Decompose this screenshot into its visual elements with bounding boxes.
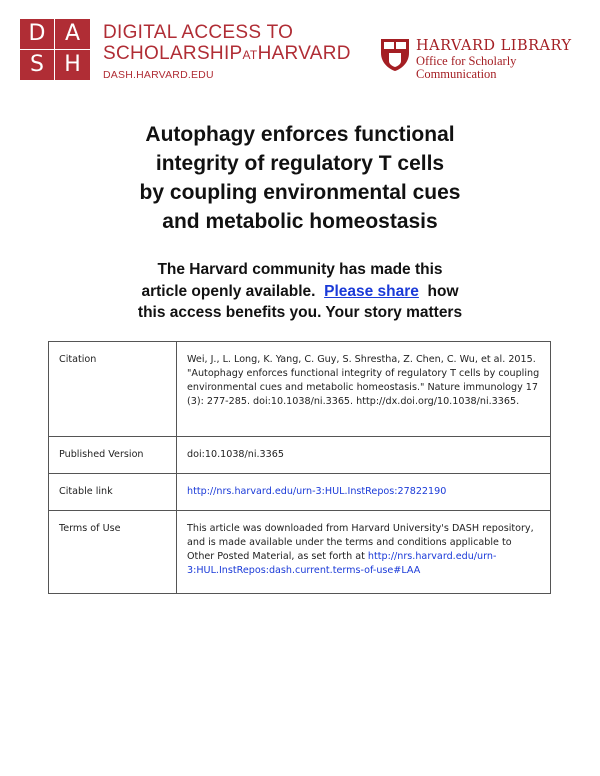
title-line: by coupling environmental cues <box>139 181 461 204</box>
harvard-library-wordmark <box>416 38 600 81</box>
citation-value: Wei, J., L. Long, K. Yang, C. Guy, S. Shrestha, Z. Chen, C. Wu, et al. 2015. "Autophagy enforces functional integrity of regulatory T cells by coupling environmental cues and metabolic homeostasis." Nature immunology 17 (3): 277-285. doi:10.1038/ni.3365. http://dx.doi.org/10.1038/ni.3365. <box>177 342 551 437</box>
citable-link-label: Citable link <box>49 474 177 511</box>
dash-title-line1: DIGITAL ACCESS TO <box>103 22 294 43</box>
community-line3: this access benefits you. Your story matters <box>137 304 463 321</box>
published-version-value: doi:10.1038/ni.3365 <box>177 437 551 474</box>
title-line: integrity of regulatory T cells <box>155 152 445 175</box>
citable-link-cell <box>177 474 551 511</box>
dash-logo <box>20 19 90 80</box>
title-line: Autophagy enforces functional <box>145 123 455 146</box>
dash-title-harvard: HARVARD <box>257 43 351 64</box>
dash-title-scholarship: SCHOLARSHIP <box>103 43 243 64</box>
dash-logo-letter-d: D <box>20 19 55 50</box>
dash-title-at: AT <box>242 48 258 62</box>
library-name: HARVARD LIBRARY <box>416 38 572 54</box>
table-row-published-version <box>49 437 551 474</box>
citable-link[interactable]: http://nrs.harvard.edu/urn-3:HUL.InstRepos:27822190 <box>187 486 447 497</box>
terms-of-use-cell <box>177 511 551 594</box>
terms-of-use-label: Terms of Use <box>49 511 177 594</box>
community-line2 <box>0 281 600 303</box>
terms-of-use-text: This article was downloaded from Harvard University's DASH repository, and is made available under the terms and conditions applicable to Other Posted Material, as set forth at <box>187 523 534 562</box>
community-line2-how: how <box>427 282 459 300</box>
dash-url: DASH.HARVARD.EDU <box>103 69 214 81</box>
table-row-citable-link <box>49 474 551 511</box>
title-line: and metabolic homeostasis <box>162 210 438 233</box>
table-row-citation <box>49 342 551 437</box>
article-title <box>0 120 600 236</box>
library-office: Office for Scholarly Communication <box>416 54 517 81</box>
dash-logo-letter-h: H <box>64 52 81 78</box>
dash-logo-letter-s: S <box>20 50 55 81</box>
dash-title-line2 <box>103 43 351 66</box>
veritas-shield-icon <box>380 38 410 72</box>
published-version-label: Published Version <box>49 437 177 474</box>
community-statement <box>0 259 600 324</box>
terms-of-use-link[interactable]: http://nrs.harvard.edu/urn-3:HUL.InstRepos:dash.current.terms-of-use#LAA <box>187 551 497 576</box>
dash-logo-letter-a: A <box>55 19 90 50</box>
community-line1: The Harvard community has made this <box>157 261 443 278</box>
community-line2-text: article openly available. <box>141 282 316 300</box>
dash-wordmark <box>103 22 351 81</box>
please-share-link[interactable]: Please share <box>324 282 419 300</box>
citation-info-table <box>48 341 551 594</box>
table-row-terms-of-use <box>49 511 551 594</box>
citation-label: Citation <box>49 342 177 437</box>
